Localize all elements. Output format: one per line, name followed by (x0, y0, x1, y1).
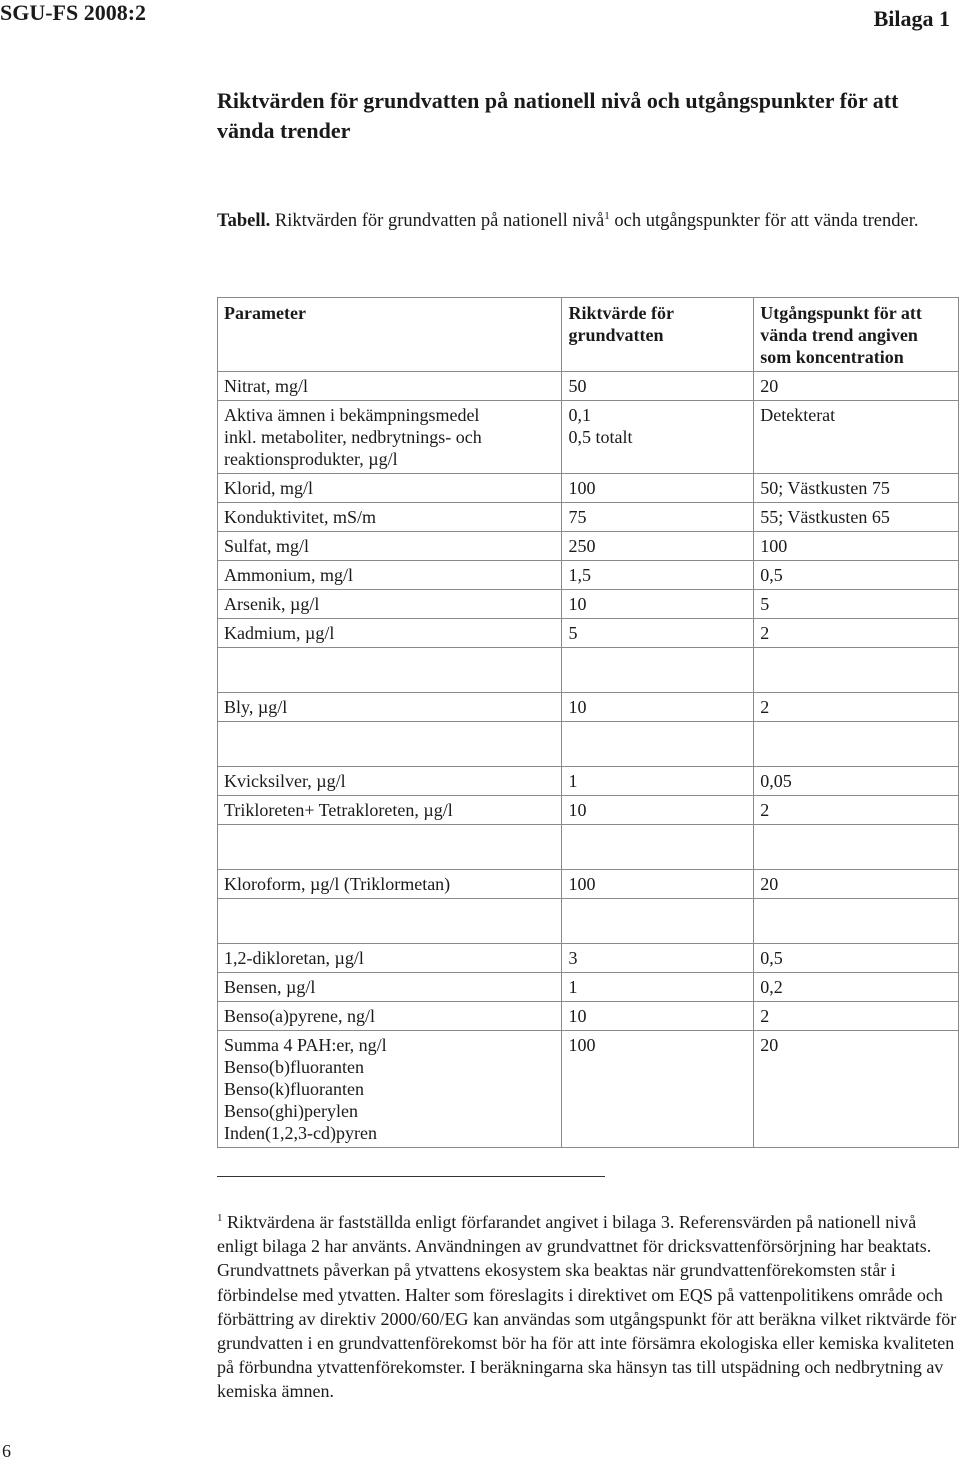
cell-trend: Detekterat (754, 401, 959, 474)
cell-value: 10 (562, 693, 754, 722)
cell-value: 1,5 (562, 561, 754, 590)
table-spacer-row (218, 722, 959, 767)
cell-value: 100 (562, 870, 754, 899)
spacer-cell (562, 648, 754, 693)
cell-trend: 0,5 (754, 944, 959, 973)
table-row (218, 1031, 959, 1148)
cell-trend: 20 (754, 1031, 959, 1148)
cell-value: 75 (562, 503, 754, 532)
table-row (218, 767, 959, 796)
cell-value: 10 (562, 590, 754, 619)
cell-parameter: Nitrat, mg/l (218, 372, 562, 401)
cell-parameter: Bensen, µg/l (218, 973, 562, 1002)
table-row (218, 693, 959, 722)
table-row (218, 1002, 959, 1031)
header-guideline: Riktvärde för grundvatten (562, 298, 754, 372)
table-row (218, 401, 959, 474)
cell-parameter: Trikloreten+ Tetrakloreten, µg/l (218, 796, 562, 825)
spacer-cell (754, 648, 959, 693)
header-trend: Utgångspunkt för att vända trend angiven som koncentration (754, 298, 959, 372)
cell-parameter: Summa 4 PAH:er, ng/l Benso(b)fluoranten Benso(k)fluoranten Benso(ghi)perylen Inden(1,2,3-cd)pyren (218, 1031, 562, 1148)
caption-footnote-ref: 1 (604, 209, 610, 222)
spacer-cell (562, 899, 754, 944)
cell-value: 100 (562, 1031, 754, 1148)
cell-value: 0,1 0,5 totalt (562, 401, 754, 474)
table-row (218, 532, 959, 561)
table-row (218, 561, 959, 590)
cell-trend: 2 (754, 796, 959, 825)
cell-trend: 0,5 (754, 561, 959, 590)
cell-trend: 20 (754, 870, 959, 899)
cell-trend: 0,05 (754, 767, 959, 796)
cell-value: 10 (562, 796, 754, 825)
table-spacer-row (218, 825, 959, 870)
cell-parameter: Klorid, mg/l (218, 474, 562, 503)
table-row (218, 474, 959, 503)
table-row (218, 870, 959, 899)
cell-trend: 100 (754, 532, 959, 561)
table-row (218, 590, 959, 619)
spacer-cell (218, 722, 562, 767)
table-row (218, 372, 959, 401)
appendix-label: Bilaga 1 (873, 6, 950, 31)
cell-trend: 0,2 (754, 973, 959, 1002)
table-caption (217, 209, 957, 234)
cell-trend: 50; Västkusten 75 (754, 474, 959, 503)
caption-bold: Tabell. (217, 211, 271, 231)
spacer-cell (218, 648, 562, 693)
page-title: Riktvärden för grundvatten på nationell nivå och utgångspunkter för att vända trender (217, 88, 899, 143)
table-row (218, 944, 959, 973)
cell-parameter: Bly, µg/l (218, 693, 562, 722)
cell-parameter: Konduktivitet, mS/m (218, 503, 562, 532)
cell-trend: 2 (754, 693, 959, 722)
cell-parameter: Kloroform, µg/l (Triklormetan) (218, 870, 562, 899)
table-row (218, 973, 959, 1002)
caption-text-end: och utgångspunkter för att vända trender. (609, 211, 919, 231)
cell-value: 5 (562, 619, 754, 648)
cell-value: 10 (562, 1002, 754, 1031)
guideline-table (217, 297, 959, 1148)
header-parameter: Parameter (218, 298, 562, 372)
table-spacer-row (218, 648, 959, 693)
spacer-cell (218, 825, 562, 870)
cell-parameter: Benso(a)pyrene, ng/l (218, 1002, 562, 1031)
cell-value: 250 (562, 532, 754, 561)
table-row (218, 619, 959, 648)
cell-trend: 2 (754, 1002, 959, 1031)
footnote-divider (217, 1176, 605, 1177)
table-header-row (218, 298, 959, 372)
cell-trend: 5 (754, 590, 959, 619)
spacer-cell (754, 722, 959, 767)
cell-trend: 20 (754, 372, 959, 401)
spacer-cell (562, 825, 754, 870)
cell-value: 1 (562, 973, 754, 1002)
cell-parameter: Kadmium, µg/l (218, 619, 562, 648)
footnote-text: Riktvärdena är fastställda enligt förfarandet angivet i bilaga 3. Referensvärden på nationell nivå enligt bilaga 2 har använts. Användningen av grundvattnet för dricksvattenförsörjning har beaktats. Grundvattnets påverkan på ytvattens ekosystem ska beaktas när grundvattenförekomsten står i förbindelse med ytvatten. Halter som föreslagits i direktivet om EQS på vattenpolitikens område och förbättring av direktiv 2000/60/EG kan användas som utgångspunkt för att beräkna vilket riktvärde för grundvatten i en grundvattenförekomst bör ha för att inte försämra ekologiska eller kemiska kvaliteten på förbundna ytvattenförekomster. I beräkningarna ska hänsyn tas till utspädning och nedbrytning av kemiska ämnen. (217, 1212, 957, 1402)
spacer-cell (562, 722, 754, 767)
cell-trend: 2 (754, 619, 959, 648)
spacer-cell (218, 899, 562, 944)
spacer-cell (754, 899, 959, 944)
table-row (218, 503, 959, 532)
table-row (218, 796, 959, 825)
cell-parameter: Sulfat, mg/l (218, 532, 562, 561)
cell-trend: 55; Västkusten 65 (754, 503, 959, 532)
footnote (217, 1206, 957, 1404)
cell-parameter: Arsenik, µg/l (218, 590, 562, 619)
cell-parameter: 1,2-dikloretan, µg/l (218, 944, 562, 973)
table-spacer-row (218, 899, 959, 944)
footnote-marker: 1 (217, 1212, 223, 1224)
cell-value: 50 (562, 372, 754, 401)
cell-value: 100 (562, 474, 754, 503)
cell-parameter: Aktiva ämnen i bekämpningsmedel inkl. metaboliter, nedbrytnings- och reaktionsprodukter, µg/l (218, 401, 562, 474)
spacer-cell (754, 825, 959, 870)
cell-parameter: Kvicksilver, µg/l (218, 767, 562, 796)
cell-value: 1 (562, 767, 754, 796)
document-code: SGU-FS 2008:2 (0, 0, 147, 25)
cell-parameter: Ammonium, mg/l (218, 561, 562, 590)
cell-value: 3 (562, 944, 754, 973)
caption-text: Riktvärden för grundvatten på nationell nivå (270, 211, 605, 231)
page-number: 6 (2, 1441, 11, 1461)
